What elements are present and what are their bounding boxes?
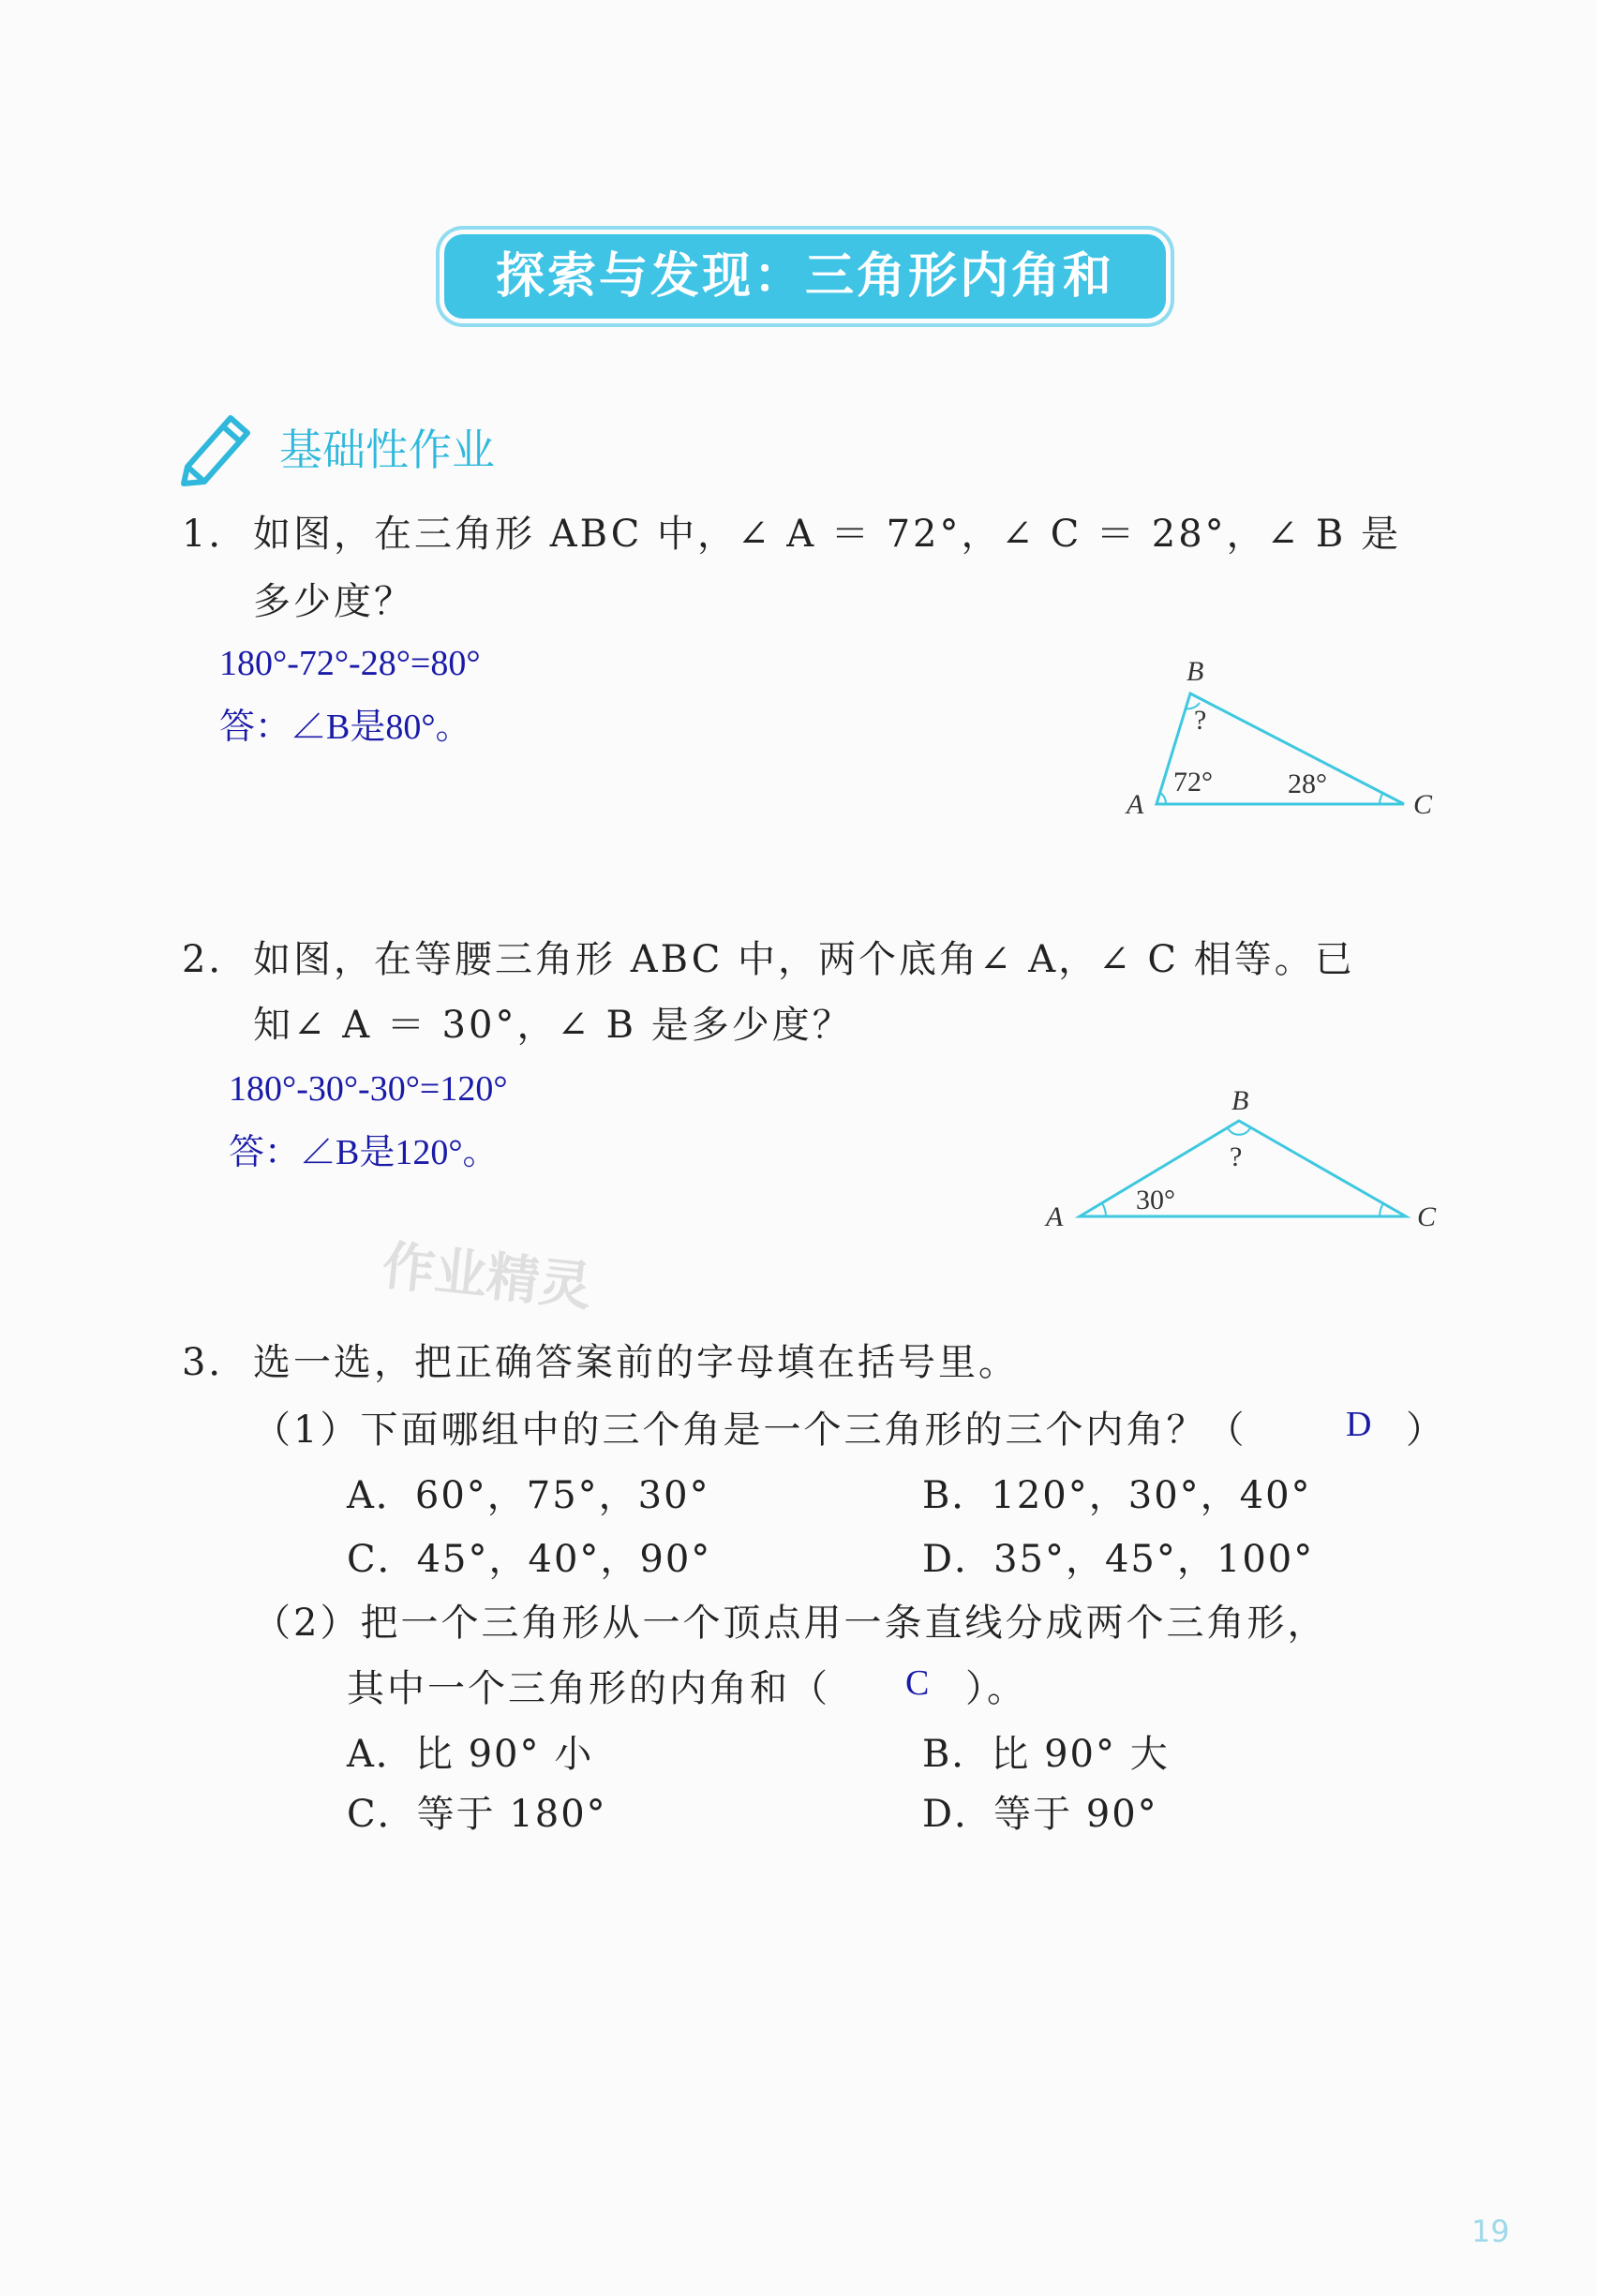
q1-text-line1: 如图，在三角形 ABC 中，∠ A ＝ 72°，∠ C ＝ 28°，∠ B 是 bbox=[253, 513, 1402, 556]
q1-angle-c-label: 28° bbox=[1288, 768, 1327, 799]
q1-triangle-figure bbox=[1115, 647, 1453, 834]
section-title: 基础性作业 bbox=[279, 425, 495, 475]
q3-1-option-d: D．35°，45°，100° bbox=[922, 1538, 1315, 1581]
q2-answer-final: 答：∠B是120°。 bbox=[229, 1133, 499, 1172]
q2-answer-calc: 180°-30°-30°=120° bbox=[229, 1069, 508, 1109]
q1-answer-calc: 180°-72°-28°=80° bbox=[219, 644, 481, 683]
q1-number: 1． bbox=[182, 513, 249, 556]
q2-arc-b bbox=[1228, 1128, 1250, 1135]
q2-triangle-figure bbox=[1031, 1078, 1453, 1237]
q2-angle-a-label: 30° bbox=[1136, 1185, 1175, 1215]
q1-text-line2: 多少度？ bbox=[253, 580, 414, 623]
q2-vertex-b: B bbox=[1231, 1085, 1249, 1116]
q3-2-option-a: A．比 90° 小 bbox=[347, 1733, 594, 1776]
q3-2-question-line1: （2）把一个三角形从一个顶点用一条直线分成两个三角形， bbox=[253, 1602, 1328, 1645]
q3-2-question-line2: 其中一个三角形的内角和（ bbox=[347, 1667, 830, 1710]
q2-text-line2: 知∠ A ＝ 30°，∠ B 是多少度？ bbox=[253, 1004, 853, 1047]
q2-text-line1: 如图，在等腰三角形 ABC 中，两个底角∠ A，∠ C 相等。已 bbox=[253, 938, 1355, 981]
q2-arc-c bbox=[1380, 1203, 1383, 1216]
q1-answer-final: 答：∠B是80°。 bbox=[219, 708, 471, 747]
q3-number: 3． bbox=[182, 1341, 249, 1384]
q2-arc-a bbox=[1102, 1203, 1106, 1216]
q3-1-option-c: C．45°，40°，90° bbox=[347, 1538, 712, 1581]
q1-angle-b-unknown: ? bbox=[1194, 705, 1207, 736]
q3-2-answer: C bbox=[905, 1663, 930, 1703]
q1-vertex-b: B bbox=[1187, 656, 1204, 687]
q3-2-option-b: B．比 90° 大 bbox=[922, 1733, 1170, 1776]
page-number: 19 bbox=[1471, 2214, 1510, 2249]
lesson-banner bbox=[444, 234, 1166, 319]
watermark: 作业精灵 bbox=[379, 1235, 595, 1319]
q3-1-close-paren: ） bbox=[1406, 1409, 1446, 1452]
q3-instruction: 选一选，把正确答案前的字母填在括号里。 bbox=[253, 1341, 1019, 1384]
q3-2-option-d: D．等于 90° bbox=[922, 1793, 1158, 1836]
q1-angle-a-label: 72° bbox=[1173, 767, 1213, 798]
q2-vertex-c: C bbox=[1417, 1201, 1437, 1232]
q3-2-close-paren: ）。 bbox=[965, 1667, 1027, 1710]
q2-number: 2． bbox=[182, 938, 249, 981]
q1-arc-c bbox=[1380, 794, 1382, 804]
lesson-title: 探索与发现：三角形内角和 bbox=[495, 248, 1114, 305]
q3-1-option-b: B．120°，30°，40° bbox=[922, 1474, 1312, 1517]
q1-vertex-c: C bbox=[1413, 789, 1433, 820]
q1-vertex-a: A bbox=[1127, 789, 1144, 820]
q3-1-answer: D bbox=[1346, 1405, 1372, 1444]
q2-vertex-a: A bbox=[1046, 1201, 1064, 1232]
q2-angle-b-unknown: ? bbox=[1230, 1141, 1243, 1172]
q1-arc-a bbox=[1160, 793, 1166, 804]
q3-1-option-a: A．60°，75°，30° bbox=[347, 1474, 710, 1517]
q3-1-question: （1）下面哪组中的三个角是一个三角形的三个内角？（ bbox=[253, 1409, 1247, 1452]
pencil-icon bbox=[174, 401, 261, 487]
q3-2-option-c: C．等于 180° bbox=[347, 1793, 607, 1836]
